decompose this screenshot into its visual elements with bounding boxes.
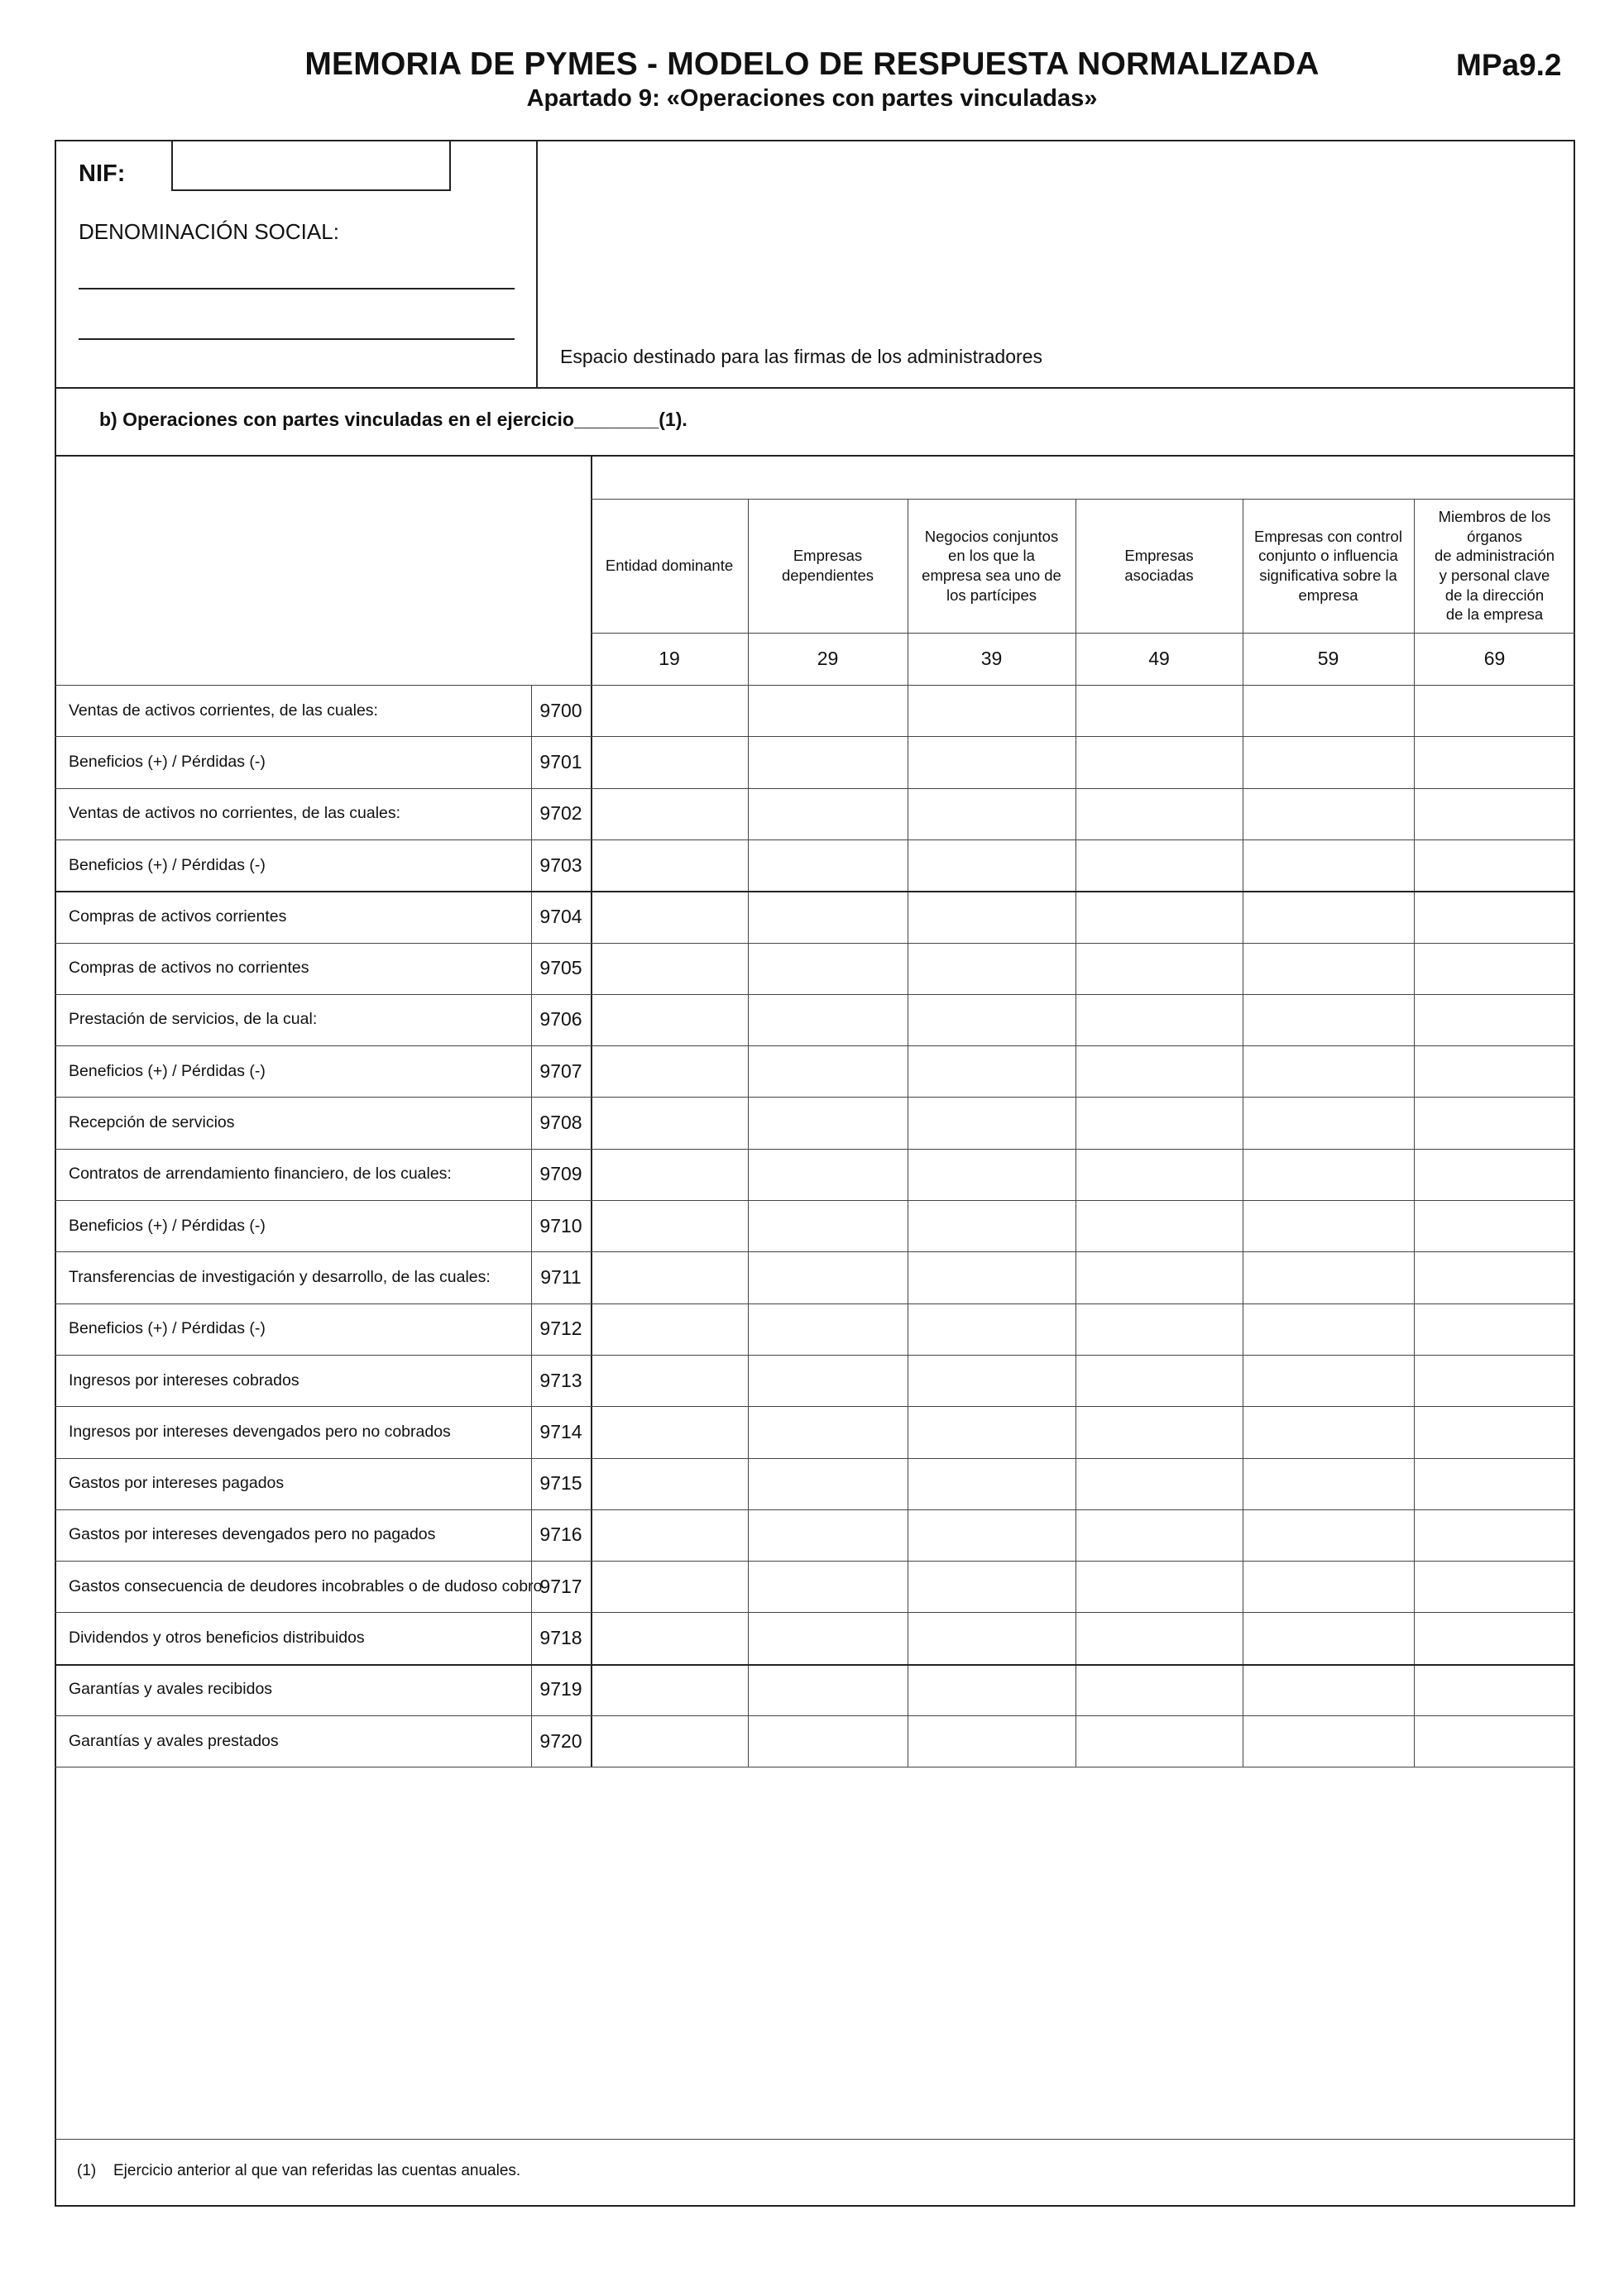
input-cell[interactable] bbox=[750, 1098, 906, 1146]
column-header: Empresas asociadas bbox=[1124, 547, 1194, 584]
input-cell[interactable] bbox=[1244, 1356, 1412, 1404]
input-cell[interactable] bbox=[750, 1047, 906, 1095]
input-cell[interactable] bbox=[750, 1408, 906, 1456]
input-cell[interactable] bbox=[909, 1202, 1074, 1250]
column-header: Entidad dominante bbox=[605, 557, 734, 575]
column-code: 49 bbox=[1148, 648, 1170, 669]
input-cell[interactable] bbox=[1416, 841, 1574, 889]
input-cell[interactable] bbox=[750, 686, 906, 734]
input-cell[interactable] bbox=[1416, 738, 1574, 786]
input-cell[interactable] bbox=[1416, 1511, 1574, 1559]
input-cell[interactable] bbox=[909, 1460, 1074, 1508]
input-cell[interactable] bbox=[1077, 1098, 1241, 1146]
input-cell[interactable] bbox=[1244, 1305, 1412, 1353]
input-cell[interactable] bbox=[1244, 945, 1412, 993]
input-cell[interactable] bbox=[1244, 996, 1412, 1044]
input-cell[interactable] bbox=[1416, 1047, 1574, 1095]
input-cell[interactable] bbox=[1077, 1047, 1241, 1095]
input-cell[interactable] bbox=[1077, 1253, 1241, 1301]
input-cell[interactable] bbox=[592, 996, 746, 1044]
input-cell[interactable] bbox=[750, 1356, 906, 1404]
form-subtitle: Apartado 9: «Operaciones con partes vinculadas» bbox=[526, 85, 1098, 112]
input-cell[interactable] bbox=[592, 738, 746, 786]
input-cell[interactable] bbox=[750, 790, 906, 838]
input-cell[interactable] bbox=[592, 1098, 746, 1146]
input-cell[interactable] bbox=[592, 892, 746, 940]
row-code: 9712 bbox=[539, 1318, 582, 1340]
row-label: Contratos de arrendamiento financiero, de los cuales: bbox=[69, 1165, 452, 1184]
input-cell[interactable] bbox=[909, 1614, 1074, 1662]
input-cell[interactable] bbox=[592, 1253, 746, 1301]
input-cell[interactable] bbox=[1416, 1150, 1574, 1198]
row-code: 9704 bbox=[539, 905, 582, 927]
row-label: Beneficios (+) / Pérdidas (-) bbox=[69, 1319, 266, 1338]
input-cell[interactable] bbox=[1077, 1356, 1241, 1404]
input-cell[interactable] bbox=[1416, 1614, 1574, 1662]
row-label: Compras de activos corrientes bbox=[69, 906, 287, 926]
input-cell[interactable] bbox=[750, 841, 906, 889]
input-cell[interactable] bbox=[1244, 1614, 1412, 1662]
input-cell[interactable] bbox=[750, 996, 906, 1044]
input-cell[interactable] bbox=[1244, 1511, 1412, 1559]
input-cell[interactable] bbox=[909, 1047, 1074, 1095]
input-cell[interactable] bbox=[1077, 996, 1241, 1044]
input-cell[interactable] bbox=[909, 790, 1074, 838]
input-cell[interactable] bbox=[750, 1666, 906, 1714]
column-divider bbox=[748, 499, 749, 1767]
row-code: 9720 bbox=[539, 1729, 582, 1752]
input-cell[interactable] bbox=[1077, 1511, 1241, 1559]
row-code: 9703 bbox=[539, 854, 582, 876]
column-divider bbox=[1414, 499, 1415, 1767]
row-code: 9718 bbox=[539, 1627, 582, 1649]
input-cell[interactable] bbox=[1077, 841, 1241, 889]
input-cell[interactable] bbox=[750, 1150, 906, 1198]
input-cell[interactable] bbox=[909, 945, 1074, 993]
row-label: Beneficios (+) / Pérdidas (-) bbox=[69, 752, 266, 771]
input-cell[interactable] bbox=[592, 1614, 746, 1662]
input-cell[interactable] bbox=[1416, 1717, 1574, 1765]
row-code: 9705 bbox=[539, 957, 582, 979]
input-cell[interactable] bbox=[1416, 1253, 1574, 1301]
row-code: 9719 bbox=[539, 1678, 582, 1700]
input-cell[interactable] bbox=[1077, 1460, 1241, 1508]
row-label: Garantías y avales recibidos bbox=[69, 1680, 273, 1699]
denominacion-label: DENOMINACIÓN SOCIAL: bbox=[79, 219, 339, 244]
row-label: Ingresos por intereses cobrados bbox=[69, 1370, 299, 1390]
input-cell[interactable] bbox=[592, 1408, 746, 1456]
input-cell[interactable] bbox=[592, 1150, 746, 1198]
input-cell[interactable] bbox=[909, 738, 1074, 786]
footnote bbox=[77, 2162, 520, 2180]
input-cell[interactable] bbox=[1416, 1098, 1574, 1146]
column-header: Negocios conjuntos en los que la empresa sea uno de los partícipes bbox=[922, 527, 1061, 604]
nif-label: NIF: bbox=[79, 160, 126, 187]
input-cell[interactable] bbox=[1244, 1408, 1412, 1456]
firmas-area[interactable] bbox=[538, 141, 1574, 386]
row-code: 9713 bbox=[539, 1369, 582, 1391]
row-label: Dividendos y otros beneficios distribuidos bbox=[69, 1629, 365, 1648]
row-code: 9717 bbox=[539, 1575, 582, 1597]
column-divider bbox=[1075, 499, 1076, 1767]
input-cell[interactable] bbox=[750, 1562, 906, 1610]
input-cell[interactable] bbox=[1077, 1614, 1241, 1662]
row-code: 9701 bbox=[539, 750, 582, 773]
input-cell[interactable] bbox=[1077, 1202, 1241, 1250]
input-cell[interactable] bbox=[909, 892, 1074, 940]
input-cell[interactable] bbox=[1416, 790, 1574, 838]
row-line bbox=[55, 736, 1575, 737]
column-code: 29 bbox=[817, 648, 839, 669]
footnote-divider bbox=[55, 2139, 1575, 2140]
input-cell[interactable] bbox=[1244, 1562, 1412, 1610]
input-cell[interactable] bbox=[592, 1666, 746, 1714]
input-cell[interactable] bbox=[1244, 1253, 1412, 1301]
input-cell[interactable] bbox=[1244, 738, 1412, 786]
row-line bbox=[55, 1303, 1575, 1304]
input-cell[interactable] bbox=[1244, 790, 1412, 838]
input-cell[interactable] bbox=[1416, 1356, 1574, 1404]
row-code: 9709 bbox=[539, 1163, 582, 1185]
input-cell[interactable] bbox=[909, 841, 1074, 889]
row-label: Compras de activos no corrientes bbox=[69, 959, 309, 978]
column-code: 59 bbox=[1317, 648, 1339, 669]
input-cell[interactable] bbox=[1244, 1098, 1412, 1146]
input-cell[interactable] bbox=[592, 1356, 746, 1404]
row-line bbox=[55, 1715, 1575, 1716]
input-cell[interactable] bbox=[909, 1098, 1074, 1146]
input-cell[interactable] bbox=[909, 996, 1074, 1044]
row-code: 9700 bbox=[539, 699, 582, 721]
input-cell[interactable] bbox=[750, 945, 906, 993]
input-cell[interactable] bbox=[750, 1511, 906, 1559]
input-cell[interactable] bbox=[1077, 1666, 1241, 1714]
column-header: Empresas con control conjunto o influencia significativa sobre la empresa bbox=[1254, 527, 1402, 604]
input-cell[interactable] bbox=[750, 1717, 906, 1765]
input-cell[interactable] bbox=[909, 686, 1074, 734]
input-cell[interactable] bbox=[1244, 686, 1412, 734]
row-label: Garantías y avales prestados bbox=[69, 1731, 279, 1750]
row-line bbox=[55, 1045, 1575, 1046]
section-divider-bottom bbox=[55, 455, 1575, 457]
input-cell[interactable] bbox=[592, 945, 746, 993]
input-cell[interactable] bbox=[1244, 1202, 1412, 1250]
input-cell[interactable] bbox=[750, 1253, 906, 1301]
input-cell[interactable] bbox=[1244, 1666, 1412, 1714]
input-cell[interactable] bbox=[592, 1202, 746, 1250]
input-cell[interactable] bbox=[1077, 738, 1241, 786]
row-code: 9711 bbox=[540, 1265, 582, 1288]
input-cell[interactable] bbox=[592, 1511, 746, 1559]
input-cell[interactable] bbox=[1077, 892, 1241, 940]
input-cell[interactable] bbox=[592, 841, 746, 889]
input-cell[interactable] bbox=[1416, 1666, 1574, 1714]
row-label: Transferencias de investigación y desarrollo, de las cuales: bbox=[69, 1267, 491, 1286]
footnote-text: Ejercicio anterior al que van referidas las cuentas anuales. bbox=[113, 2162, 521, 2179]
row-code: 9708 bbox=[539, 1112, 582, 1134]
input-cell[interactable] bbox=[1416, 1562, 1574, 1610]
input-cell[interactable] bbox=[1077, 1408, 1241, 1456]
denominacion-line-1[interactable] bbox=[79, 288, 515, 289]
input-cell[interactable] bbox=[1077, 1150, 1241, 1198]
input-cell[interactable] bbox=[1244, 1717, 1412, 1765]
section-title: b) Operaciones con partes vinculadas en el ejercicio________(1). bbox=[99, 409, 687, 430]
row-code: 9707 bbox=[539, 1060, 582, 1082]
input-cell[interactable] bbox=[1416, 996, 1574, 1044]
row-code: 9710 bbox=[539, 1214, 582, 1236]
input-cell[interactable] bbox=[750, 1614, 906, 1662]
row-code: 9706 bbox=[539, 1008, 582, 1031]
input-cell[interactable] bbox=[909, 1253, 1074, 1301]
column-code: 19 bbox=[659, 648, 680, 669]
input-cell[interactable] bbox=[1416, 1408, 1574, 1456]
row-label: Ventas de activos no corrientes, de las cuales: bbox=[69, 804, 401, 823]
row-code: 9715 bbox=[539, 1472, 582, 1495]
row-code: 9702 bbox=[539, 802, 582, 825]
input-cell[interactable] bbox=[1244, 1150, 1412, 1198]
row-line bbox=[55, 839, 1575, 840]
row-label: Ingresos por intereses devengados pero no cobrados bbox=[69, 1422, 451, 1441]
row-label: Prestación de servicios, de la cual: bbox=[69, 1010, 318, 1029]
input-cell[interactable] bbox=[750, 738, 906, 786]
input-cell[interactable] bbox=[592, 1047, 746, 1095]
column-code: 69 bbox=[1483, 648, 1506, 669]
input-cell[interactable] bbox=[909, 1356, 1074, 1404]
column-code: 39 bbox=[980, 648, 1003, 669]
input-cell[interactable] bbox=[750, 892, 906, 940]
row-label: Beneficios (+) / Pérdidas (-) bbox=[69, 1061, 266, 1080]
row-code: 9716 bbox=[539, 1523, 582, 1546]
form-title: MEMORIA DE PYMES - MODELO DE RESPUESTA NORMALIZADA bbox=[304, 46, 1320, 82]
input-cell[interactable] bbox=[592, 790, 746, 838]
input-cell[interactable] bbox=[1077, 1717, 1241, 1765]
input-cell[interactable] bbox=[1244, 841, 1412, 889]
input-cell[interactable] bbox=[1077, 790, 1241, 838]
input-cell[interactable] bbox=[1416, 892, 1574, 940]
input-cell[interactable] bbox=[750, 1460, 906, 1508]
input-cell[interactable] bbox=[909, 1666, 1074, 1714]
firmas-label: Espacio destinado para las firmas de los administradores bbox=[560, 346, 1042, 367]
row-label: Gastos por intereses pagados bbox=[69, 1474, 285, 1493]
row-label: Ventas de activos corrientes, de las cuales: bbox=[69, 701, 378, 720]
nif-field[interactable] bbox=[171, 140, 451, 191]
input-cell[interactable] bbox=[909, 1150, 1074, 1198]
row-label: Recepción de servicios bbox=[69, 1113, 235, 1132]
input-cell[interactable] bbox=[909, 1511, 1074, 1559]
row-label: Beneficios (+) / Pérdidas (-) bbox=[69, 1216, 266, 1235]
row-label: Gastos consecuencia de deudores incobrables o de dudoso cobro bbox=[69, 1576, 543, 1595]
denominacion-line-2[interactable] bbox=[79, 338, 515, 340]
row-label: Beneficios (+) / Pérdidas (-) bbox=[69, 855, 266, 874]
input-cell[interactable] bbox=[909, 1717, 1074, 1765]
input-cell[interactable] bbox=[1416, 686, 1574, 734]
input-cell[interactable] bbox=[592, 1562, 746, 1610]
row-code: 9714 bbox=[539, 1420, 582, 1442]
input-cell[interactable] bbox=[1416, 1202, 1574, 1250]
input-cell[interactable] bbox=[1077, 686, 1241, 734]
input-cell[interactable] bbox=[1077, 1562, 1241, 1610]
input-cell[interactable] bbox=[1244, 892, 1412, 940]
row-label: Gastos por intereses devengados pero no pagados bbox=[69, 1525, 436, 1544]
input-cell[interactable] bbox=[1077, 1305, 1241, 1353]
input-cell[interactable] bbox=[592, 1717, 746, 1765]
input-cell[interactable] bbox=[1244, 1047, 1412, 1095]
input-cell[interactable] bbox=[592, 686, 746, 734]
input-cell[interactable] bbox=[592, 1460, 746, 1508]
section-divider-top bbox=[55, 387, 1575, 389]
input-cell[interactable] bbox=[1416, 945, 1574, 993]
form-code: MPa9.2 bbox=[1456, 48, 1562, 82]
input-cell[interactable] bbox=[592, 1305, 746, 1353]
input-cell[interactable] bbox=[750, 1202, 906, 1250]
input-cell[interactable] bbox=[909, 1562, 1074, 1610]
input-cell[interactable] bbox=[750, 1305, 906, 1353]
input-cell[interactable] bbox=[1077, 945, 1241, 993]
column-header: Miembros de los órganos de administración y personal clave de la dirección de la empresa bbox=[1435, 507, 1555, 624]
input-cell[interactable] bbox=[1244, 1460, 1412, 1508]
input-cell[interactable] bbox=[909, 1408, 1074, 1456]
input-cell[interactable] bbox=[1416, 1305, 1574, 1353]
input-cell[interactable] bbox=[909, 1305, 1074, 1353]
footnote-number: (1) bbox=[77, 2162, 97, 2179]
row-line bbox=[55, 1200, 1575, 1201]
row-line bbox=[55, 1097, 1575, 1098]
input-cell[interactable] bbox=[1416, 1460, 1574, 1508]
column-header: Empresas dependientes bbox=[781, 547, 874, 584]
